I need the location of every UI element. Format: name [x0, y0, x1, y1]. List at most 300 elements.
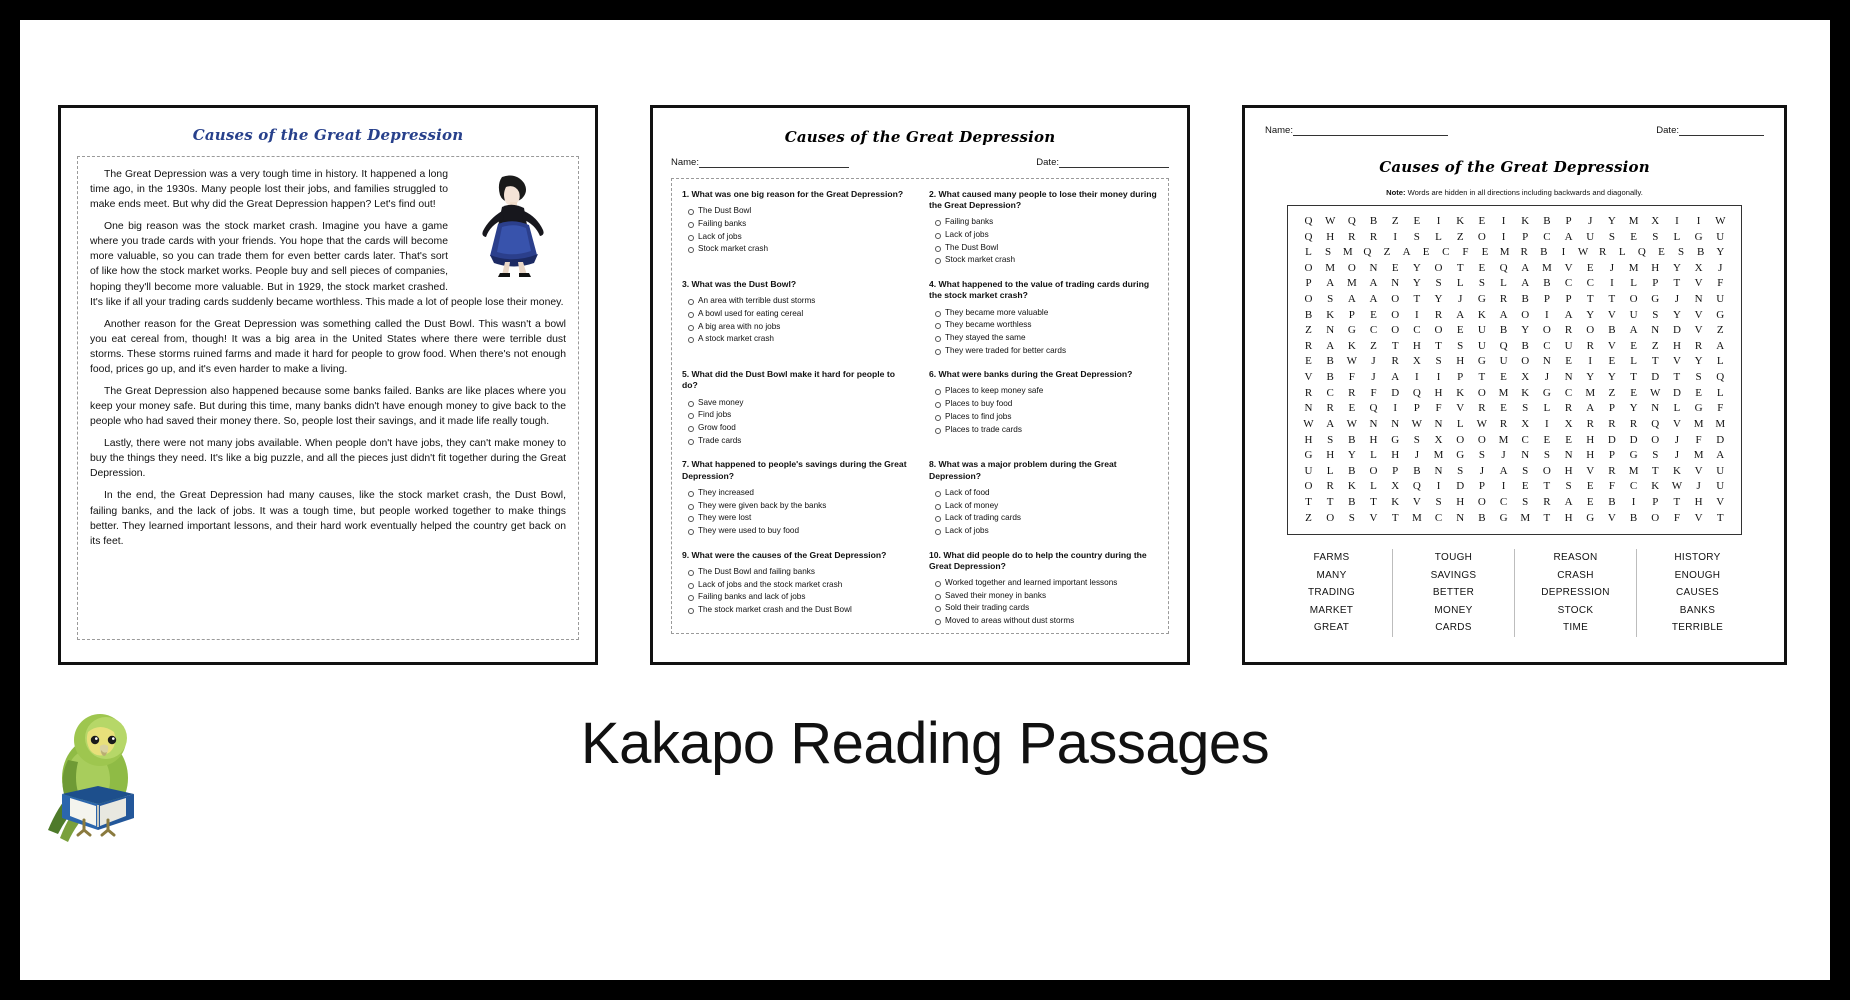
- wordsearch-cell[interactable]: P: [1565, 293, 1572, 306]
- wordsearch-cell[interactable]: C: [1629, 480, 1638, 493]
- wordsearch-cell[interactable]: O: [1521, 308, 1530, 321]
- wordsearch-cell[interactable]: I: [1501, 230, 1506, 243]
- wordsearch-cell[interactable]: A: [1369, 293, 1378, 306]
- wordsearch-cell[interactable]: B: [1478, 511, 1486, 524]
- wordsearch-cell[interactable]: M: [1715, 417, 1726, 430]
- answer-option[interactable]: They became worthless: [945, 319, 1158, 332]
- wordsearch-cell[interactable]: I: [1436, 371, 1441, 384]
- wordsearch-cell[interactable]: P: [1565, 215, 1572, 227]
- wordsearch-cell[interactable]: A: [1716, 449, 1725, 462]
- wordsearch-cell[interactable]: S: [1652, 449, 1659, 462]
- wordsearch-cell[interactable]: D: [1672, 386, 1681, 399]
- wordsearch-cell[interactable]: O: [1477, 230, 1486, 243]
- wordsearch-cell[interactable]: R: [1586, 339, 1594, 352]
- wordsearch-cell[interactable]: V: [1369, 511, 1378, 524]
- wordsearch-cell[interactable]: M: [1325, 261, 1336, 274]
- wordsearch-cell[interactable]: Q: [1637, 246, 1646, 259]
- wordsearch-cell[interactable]: Z: [1651, 339, 1659, 352]
- wordsearch-cell[interactable]: U: [1477, 324, 1486, 337]
- answer-option[interactable]: Lack of jobs: [698, 231, 911, 244]
- answer-option[interactable]: They were lost: [698, 512, 911, 525]
- wordsearch-name-field[interactable]: [1265, 124, 1448, 136]
- wordsearch-cell[interactable]: Y: [1672, 308, 1681, 321]
- wordsearch-cell[interactable]: W: [1346, 355, 1358, 368]
- answer-option[interactable]: An area with terrible dust storms: [698, 295, 911, 308]
- wordsearch-cell[interactable]: O: [1477, 433, 1486, 446]
- wordsearch-cell[interactable]: K: [1456, 215, 1465, 227]
- wordsearch-cell[interactable]: N: [1391, 417, 1400, 430]
- wordsearch-cell[interactable]: S: [1435, 355, 1442, 368]
- answer-option[interactable]: They were traded for better cards: [945, 345, 1158, 358]
- wordsearch-cell[interactable]: Q: [1499, 261, 1508, 274]
- answer-option[interactable]: Lack of jobs and the stock market crash: [698, 579, 911, 592]
- wordsearch-cell[interactable]: E: [1565, 433, 1572, 446]
- wordsearch-cell[interactable]: C: [1543, 230, 1551, 243]
- wordsearch-cell[interactable]: B: [1499, 324, 1508, 337]
- wordsearch-cell[interactable]: M: [1585, 386, 1596, 399]
- wordsearch-cell[interactable]: N: [1651, 324, 1660, 337]
- wordsearch-cell[interactable]: B: [1697, 246, 1705, 259]
- wordsearch-cell[interactable]: E: [1586, 495, 1594, 508]
- wordsearch-cell[interactable]: A: [1521, 261, 1530, 274]
- wordsearch-cell[interactable]: R: [1434, 308, 1443, 321]
- wordsearch-cell[interactable]: Q: [1369, 402, 1378, 415]
- wordsearch-cell[interactable]: T: [1305, 495, 1312, 508]
- wordsearch-cell[interactable]: H: [1326, 449, 1335, 462]
- wordsearch-cell[interactable]: V: [1694, 511, 1703, 524]
- wordsearch-cell[interactable]: S: [1522, 402, 1529, 415]
- wordsearch-cell[interactable]: G: [1477, 293, 1486, 306]
- wordsearch-cell[interactable]: U: [1499, 355, 1508, 368]
- wordsearch-cell[interactable]: J: [1588, 215, 1593, 227]
- wordsearch-cell[interactable]: T: [1651, 355, 1659, 368]
- answer-option[interactable]: Failing banks: [945, 216, 1158, 229]
- wordsearch-cell[interactable]: C: [1326, 386, 1334, 399]
- wordsearch-cell[interactable]: F: [1435, 402, 1442, 415]
- wordsearch-cell[interactable]: N: [1304, 402, 1313, 415]
- wordsearch-cell[interactable]: S: [1327, 293, 1334, 306]
- wordsearch-cell[interactable]: H: [1694, 495, 1703, 508]
- wordsearch-cell[interactable]: K: [1391, 495, 1400, 508]
- wordsearch-cell[interactable]: U: [1629, 308, 1638, 321]
- wordsearch-cell[interactable]: O: [1477, 386, 1486, 399]
- wordsearch-cell[interactable]: S: [1652, 308, 1659, 321]
- wordsearch-cell[interactable]: K: [1651, 480, 1660, 493]
- wordsearch-cell[interactable]: D: [1607, 433, 1616, 446]
- wordsearch-cell[interactable]: T: [1478, 371, 1486, 384]
- wordsearch-cell[interactable]: M: [1498, 433, 1509, 446]
- answer-option[interactable]: Trade cards: [698, 435, 911, 448]
- wordsearch-cell[interactable]: F: [1370, 386, 1377, 399]
- wordsearch-cell[interactable]: M: [1346, 277, 1357, 290]
- wordsearch-cell[interactable]: T: [1716, 511, 1724, 524]
- wordsearch-cell[interactable]: B: [1521, 293, 1529, 306]
- word-bank-item[interactable]: CAUSES: [1676, 587, 1719, 599]
- wordsearch-cell[interactable]: U: [1304, 464, 1313, 477]
- wordsearch-cell[interactable]: O: [1477, 495, 1486, 508]
- wordsearch-cell[interactable]: A: [1326, 277, 1335, 290]
- wordsearch-cell[interactable]: O: [1542, 464, 1551, 477]
- wordsearch-cell[interactable]: Y: [1694, 355, 1703, 368]
- wordsearch-cell[interactable]: A: [1326, 339, 1335, 352]
- wordsearch-cell[interactable]: W: [1650, 386, 1661, 399]
- wordsearch-cell[interactable]: A: [1369, 277, 1378, 290]
- wordsearch-cell[interactable]: Y: [1607, 215, 1616, 227]
- wordsearch-cell[interactable]: J: [1718, 261, 1723, 274]
- wordsearch-cell[interactable]: N: [1694, 293, 1703, 306]
- wordsearch-cell[interactable]: E: [1521, 480, 1529, 493]
- wordsearch-cell[interactable]: R: [1326, 480, 1334, 493]
- wordsearch-cell[interactable]: W: [1324, 215, 1336, 227]
- answer-option[interactable]: Stock market crash: [945, 254, 1158, 267]
- wordsearch-cell[interactable]: S: [1413, 230, 1420, 243]
- wordsearch-cell[interactable]: L: [1370, 449, 1377, 462]
- wordsearch-cell[interactable]: T: [1586, 293, 1594, 306]
- wordsearch-cell[interactable]: U: [1477, 339, 1486, 352]
- word-bank-item[interactable]: REASON: [1553, 552, 1598, 564]
- wordsearch-cell[interactable]: G: [1586, 511, 1595, 524]
- wordsearch-cell[interactable]: I: [1501, 480, 1506, 493]
- wordsearch-cell[interactable]: V: [1716, 495, 1725, 508]
- wordsearch-cell[interactable]: Q: [1304, 215, 1313, 227]
- wordsearch-cell[interactable]: O: [1304, 261, 1313, 274]
- wordsearch-cell[interactable]: A: [1347, 293, 1356, 306]
- wordsearch-cell[interactable]: G: [1542, 386, 1551, 399]
- wordsearch-cell[interactable]: I: [1415, 308, 1419, 321]
- wordsearch-cell[interactable]: J: [1674, 449, 1680, 462]
- word-bank-item[interactable]: ENOUGH: [1674, 569, 1721, 581]
- wordsearch-cell[interactable]: I: [1501, 215, 1506, 227]
- wordsearch-cell[interactable]: P: [1305, 277, 1312, 290]
- wordsearch-cell[interactable]: F: [1348, 371, 1355, 384]
- wordsearch-cell[interactable]: S: [1413, 433, 1420, 446]
- wordsearch-cell[interactable]: S: [1608, 230, 1615, 243]
- answer-option[interactable]: Failing banks and lack of jobs: [698, 591, 911, 604]
- wordsearch-cell[interactable]: T: [1673, 495, 1681, 508]
- wordsearch-cell[interactable]: U: [1586, 230, 1595, 243]
- wordsearch-cell[interactable]: S: [1522, 464, 1529, 477]
- wordsearch-cell[interactable]: R: [1304, 386, 1313, 399]
- word-bank-item[interactable]: FARMS: [1313, 552, 1350, 564]
- wordsearch-cell[interactable]: X: [1412, 355, 1421, 368]
- wordsearch-cell[interactable]: C: [1369, 324, 1378, 337]
- word-bank-item[interactable]: GREAT: [1313, 622, 1350, 634]
- word-bank-item[interactable]: TERRIBLE: [1671, 622, 1724, 634]
- wordsearch-cell[interactable]: W: [1476, 417, 1488, 430]
- answer-option[interactable]: They were used to buy food: [698, 525, 911, 538]
- wordsearch-cell[interactable]: Y: [1716, 246, 1725, 259]
- wordsearch-cell[interactable]: F: [1717, 402, 1724, 415]
- wordsearch-cell[interactable]: K: [1347, 339, 1356, 352]
- wordsearch-cell[interactable]: G: [1716, 308, 1725, 321]
- wordsearch-cell[interactable]: X: [1391, 480, 1400, 493]
- wordsearch-cell[interactable]: T: [1630, 371, 1637, 384]
- wordsearch-cell[interactable]: I: [1545, 417, 1549, 430]
- wordsearch-cell[interactable]: V: [1607, 339, 1616, 352]
- wordsearch-cell[interactable]: P: [1478, 480, 1485, 493]
- wordsearch-cell[interactable]: B: [1348, 495, 1356, 508]
- wordsearch-cell[interactable]: E: [1370, 308, 1377, 321]
- wordsearch-cell[interactable]: P: [1348, 308, 1355, 321]
- wordsearch-cell[interactable]: D: [1456, 480, 1465, 493]
- answer-option[interactable]: Moved to areas without dust storms: [945, 615, 1158, 628]
- wordsearch-cell[interactable]: V: [1694, 277, 1703, 290]
- wordsearch-cell[interactable]: A: [1564, 230, 1573, 243]
- wordsearch-cell[interactable]: Y: [1412, 261, 1421, 274]
- wordsearch-cell[interactable]: Z: [1456, 230, 1464, 243]
- answer-option[interactable]: Saved their money in banks: [945, 590, 1158, 603]
- wordsearch-cell[interactable]: S: [1543, 449, 1550, 462]
- wordsearch-cell[interactable]: I: [1610, 277, 1614, 290]
- wordsearch-cell[interactable]: B: [1608, 495, 1616, 508]
- wordsearch-cell[interactable]: X: [1521, 371, 1530, 384]
- wordsearch-cell[interactable]: O: [1434, 324, 1443, 337]
- answer-option[interactable]: Lack of jobs: [945, 525, 1158, 538]
- wordsearch-cell[interactable]: L: [1456, 417, 1464, 430]
- wordsearch-cell[interactable]: O: [1347, 261, 1356, 274]
- wordsearch-cell[interactable]: I: [1631, 495, 1636, 508]
- word-bank-item[interactable]: STOCK: [1557, 604, 1594, 616]
- wordsearch-cell[interactable]: R: [1348, 386, 1356, 399]
- wordsearch-cell[interactable]: L: [1716, 355, 1724, 368]
- wordsearch-cell[interactable]: J: [1674, 293, 1680, 306]
- wordsearch-cell[interactable]: E: [1565, 355, 1572, 368]
- answer-option[interactable]: They were given back by the banks: [698, 500, 911, 513]
- wordsearch-cell[interactable]: J: [1479, 464, 1485, 477]
- wordsearch-cell[interactable]: B: [1413, 464, 1421, 477]
- wordsearch-cell[interactable]: Y: [1412, 277, 1421, 290]
- answer-option[interactable]: The Dust Bowl and failing banks: [698, 566, 911, 579]
- wordsearch-cell[interactable]: A: [1326, 417, 1335, 430]
- wordsearch-cell[interactable]: T: [1456, 261, 1464, 274]
- wordsearch-cell[interactable]: T: [1326, 495, 1334, 508]
- wordsearch-cell[interactable]: Z: [1608, 386, 1616, 399]
- word-bank-item[interactable]: SAVINGS: [1430, 569, 1477, 581]
- wordsearch-cell[interactable]: M: [1628, 464, 1639, 477]
- answer-option[interactable]: Places to buy food: [945, 398, 1158, 411]
- answer-option[interactable]: Worked together and learned important lessons: [945, 577, 1158, 590]
- wordsearch-cell[interactable]: W: [1671, 480, 1683, 493]
- wordsearch-cell[interactable]: E: [1422, 246, 1430, 259]
- wordsearch-cell[interactable]: Y: [1347, 449, 1356, 462]
- wordsearch-cell[interactable]: L: [1326, 464, 1334, 477]
- wordsearch-cell[interactable]: J: [1414, 449, 1419, 462]
- wordsearch-cell[interactable]: H: [1586, 433, 1595, 446]
- wordsearch-cell[interactable]: J: [1696, 480, 1701, 493]
- wordsearch-cell[interactable]: W: [1577, 246, 1589, 259]
- wordsearch-cell[interactable]: B: [1348, 464, 1356, 477]
- wordsearch-cell[interactable]: S: [1695, 371, 1702, 384]
- wordsearch-cell[interactable]: O: [1304, 293, 1313, 306]
- wordsearch-cell[interactable]: T: [1673, 277, 1681, 290]
- answer-option[interactable]: The Dust Bowl: [698, 205, 911, 218]
- wordsearch-cell[interactable]: U: [1716, 464, 1725, 477]
- wordsearch-cell[interactable]: E: [1586, 261, 1594, 274]
- wordsearch-cell[interactable]: I: [1436, 215, 1441, 227]
- wordsearch-cell[interactable]: H: [1304, 433, 1313, 446]
- wordsearch-cell[interactable]: T: [1651, 464, 1659, 477]
- wordsearch-cell[interactable]: O: [1651, 511, 1660, 524]
- answer-option[interactable]: Lack of money: [945, 500, 1158, 513]
- wordsearch-cell[interactable]: G: [1347, 324, 1356, 337]
- wordsearch-cell[interactable]: E: [1413, 215, 1421, 227]
- wordsearch-cell[interactable]: S: [1565, 480, 1572, 493]
- wordsearch-cell[interactable]: J: [1674, 433, 1680, 446]
- wordsearch-cell[interactable]: Z: [1391, 215, 1399, 227]
- wordsearch-cell[interactable]: L: [1673, 402, 1681, 415]
- wordsearch-cell[interactable]: R: [1520, 246, 1528, 259]
- wordsearch-cell[interactable]: I: [1393, 230, 1398, 243]
- wordsearch-cell[interactable]: N: [1369, 417, 1378, 430]
- wordsearch-cell[interactable]: P: [1413, 402, 1420, 415]
- wordsearch-cell[interactable]: V: [1672, 355, 1681, 368]
- wordsearch-cell[interactable]: N: [1542, 355, 1551, 368]
- wordsearch-cell[interactable]: V: [1456, 402, 1465, 415]
- answer-option[interactable]: A big area with no jobs: [698, 321, 911, 334]
- wordsearch-cell[interactable]: U: [1564, 339, 1573, 352]
- word-bank-item[interactable]: BANKS: [1679, 604, 1716, 616]
- answer-option[interactable]: Lack of food: [945, 487, 1158, 500]
- wordsearch-cell[interactable]: P: [1522, 230, 1529, 243]
- wordsearch-cell[interactable]: V: [1304, 371, 1313, 384]
- wordsearch-cell[interactable]: D: [1629, 433, 1638, 446]
- wordsearch-cell[interactable]: T: [1608, 293, 1616, 306]
- wordsearch-cell[interactable]: L: [1673, 230, 1681, 243]
- wordsearch-cell[interactable]: E: [1481, 246, 1489, 259]
- wordsearch-cell[interactable]: Z: [1716, 324, 1724, 337]
- wordsearch-cell[interactable]: M: [1628, 261, 1639, 274]
- wordsearch-cell[interactable]: C: [1564, 386, 1573, 399]
- wordsearch-cell[interactable]: L: [1630, 277, 1637, 290]
- wordsearch-cell[interactable]: F: [1673, 511, 1680, 524]
- wordsearch-cell[interactable]: V: [1412, 495, 1421, 508]
- word-bank-item[interactable]: CRASH: [1557, 569, 1594, 581]
- answer-option[interactable]: A stock market crash: [698, 333, 911, 346]
- wordsearch-cell[interactable]: H: [1564, 511, 1573, 524]
- word-bank-item[interactable]: TRADING: [1307, 587, 1356, 599]
- wordsearch-cell[interactable]: X: [1434, 433, 1443, 446]
- wordsearch-cell[interactable]: M: [1542, 261, 1552, 274]
- wordsearch-cell[interactable]: F: [1462, 246, 1469, 259]
- wordsearch-cell[interactable]: R: [1391, 355, 1399, 368]
- wordsearch-cell[interactable]: L: [1630, 355, 1637, 368]
- wordsearch-date-field[interactable]: [1656, 124, 1764, 136]
- wordsearch-cell[interactable]: H: [1586, 449, 1595, 462]
- wordsearch-cell[interactable]: I: [1545, 308, 1549, 321]
- wordsearch-cell[interactable]: I: [1561, 246, 1566, 259]
- wordsearch-cell[interactable]: S: [1457, 339, 1464, 352]
- wordsearch-cell[interactable]: Q: [1716, 371, 1725, 384]
- wordsearch-cell[interactable]: R: [1629, 417, 1638, 430]
- wordsearch-cell[interactable]: S: [1325, 246, 1332, 259]
- wordsearch-cell[interactable]: H: [1326, 230, 1335, 243]
- wordsearch-cell[interactable]: E: [1630, 386, 1637, 399]
- wordsearch-cell[interactable]: T: [1435, 339, 1442, 352]
- wordsearch-cell[interactable]: D: [1651, 371, 1660, 384]
- wordsearch-cell[interactable]: N: [1434, 417, 1443, 430]
- answer-option[interactable]: The Dust Bowl: [945, 242, 1158, 255]
- wordsearch-cell[interactable]: H: [1564, 464, 1573, 477]
- wordsearch-cell[interactable]: S: [1678, 246, 1685, 259]
- wordsearch-cell[interactable]: T: [1413, 293, 1421, 306]
- wordsearch-cell[interactable]: A: [1716, 339, 1725, 352]
- wordsearch-cell[interactable]: Z: [1383, 246, 1391, 259]
- word-bank-item[interactable]: MARKET: [1309, 604, 1354, 616]
- wordsearch-cell[interactable]: M: [1498, 386, 1509, 399]
- wordsearch-cell[interactable]: C: [1499, 495, 1508, 508]
- wordsearch-cell[interactable]: E: [1305, 355, 1312, 368]
- wordsearch-cell[interactable]: X: [1651, 215, 1660, 227]
- answer-option[interactable]: Places to keep money safe: [945, 385, 1158, 398]
- wordsearch-cell[interactable]: R: [1608, 464, 1616, 477]
- wordsearch-cell[interactable]: Q: [1363, 246, 1372, 259]
- answer-option[interactable]: Failing banks: [698, 218, 911, 231]
- wordsearch-cell[interactable]: E: [1608, 355, 1616, 368]
- wordsearch-cell[interactable]: X: [1521, 417, 1530, 430]
- wordsearch-cell[interactable]: T: [1543, 480, 1551, 493]
- wordsearch-cell[interactable]: X: [1694, 261, 1703, 274]
- word-bank-item[interactable]: TOUGH: [1434, 552, 1473, 564]
- word-bank-item[interactable]: MANY: [1316, 569, 1347, 581]
- answer-option[interactable]: Lack of trading cards: [945, 512, 1158, 525]
- wordsearch-cell[interactable]: P: [1608, 402, 1615, 415]
- wordsearch-cell[interactable]: R: [1694, 339, 1703, 352]
- wordsearch-cell[interactable]: H: [1456, 355, 1465, 368]
- wordsearch-cell[interactable]: Z: [1370, 339, 1377, 352]
- wordsearch-cell[interactable]: Z: [1305, 324, 1312, 337]
- wordsearch-cell[interactable]: H: [1391, 449, 1400, 462]
- wordsearch-cell[interactable]: Z: [1305, 511, 1312, 524]
- wordsearch-cell[interactable]: O: [1391, 293, 1400, 306]
- wordsearch-cell[interactable]: M: [1433, 449, 1444, 462]
- wordsearch-cell[interactable]: D: [1391, 386, 1400, 399]
- wordsearch-cell[interactable]: B: [1629, 511, 1638, 524]
- wordsearch-cell[interactable]: L: [1456, 277, 1464, 290]
- wordsearch-cell[interactable]: E: [1658, 246, 1665, 259]
- wordsearch-cell[interactable]: R: [1348, 230, 1356, 243]
- wordsearch-cell[interactable]: V: [1694, 308, 1703, 321]
- wordsearch-cell[interactable]: B: [1543, 277, 1551, 290]
- wordsearch-cell[interactable]: M: [1693, 417, 1704, 430]
- wordsearch-cell[interactable]: U: [1716, 230, 1725, 243]
- word-bank-item[interactable]: BETTER: [1432, 587, 1475, 599]
- wordsearch-cell[interactable]: N: [1326, 324, 1335, 337]
- wordsearch-cell[interactable]: C: [1413, 324, 1421, 337]
- answer-option[interactable]: Sold their trading cards: [945, 602, 1158, 615]
- word-bank-item[interactable]: TIME: [1562, 622, 1589, 634]
- answer-option[interactable]: Places to find jobs: [945, 411, 1158, 424]
- wordsearch-cell[interactable]: P: [1652, 495, 1659, 508]
- wordsearch-cell[interactable]: O: [1586, 324, 1595, 337]
- wordsearch-cell[interactable]: E: [1586, 480, 1594, 493]
- wordsearch-cell[interactable]: G: [1499, 511, 1508, 524]
- wordsearch-cell[interactable]: S: [1652, 230, 1659, 243]
- wordsearch-cell[interactable]: R: [1598, 246, 1607, 259]
- wordsearch-cell[interactable]: N: [1369, 261, 1378, 274]
- wordsearch-cell[interactable]: M: [1520, 511, 1531, 524]
- wordsearch-cell[interactable]: O: [1629, 293, 1638, 306]
- wordsearch-cell[interactable]: T: [1673, 371, 1681, 384]
- wordsearch-cell[interactable]: I: [1696, 215, 1701, 227]
- wordsearch-cell[interactable]: N: [1564, 371, 1573, 384]
- wordsearch-cell[interactable]: B: [1348, 433, 1356, 446]
- wordsearch-cell[interactable]: B: [1326, 371, 1334, 384]
- wordsearch-cell[interactable]: A: [1456, 308, 1465, 321]
- wordsearch-cell[interactable]: E: [1348, 402, 1356, 415]
- wordsearch-cell[interactable]: B: [1543, 215, 1551, 227]
- wordsearch-cell[interactable]: A: [1391, 371, 1400, 384]
- wordsearch-cell[interactable]: S: [1348, 511, 1355, 524]
